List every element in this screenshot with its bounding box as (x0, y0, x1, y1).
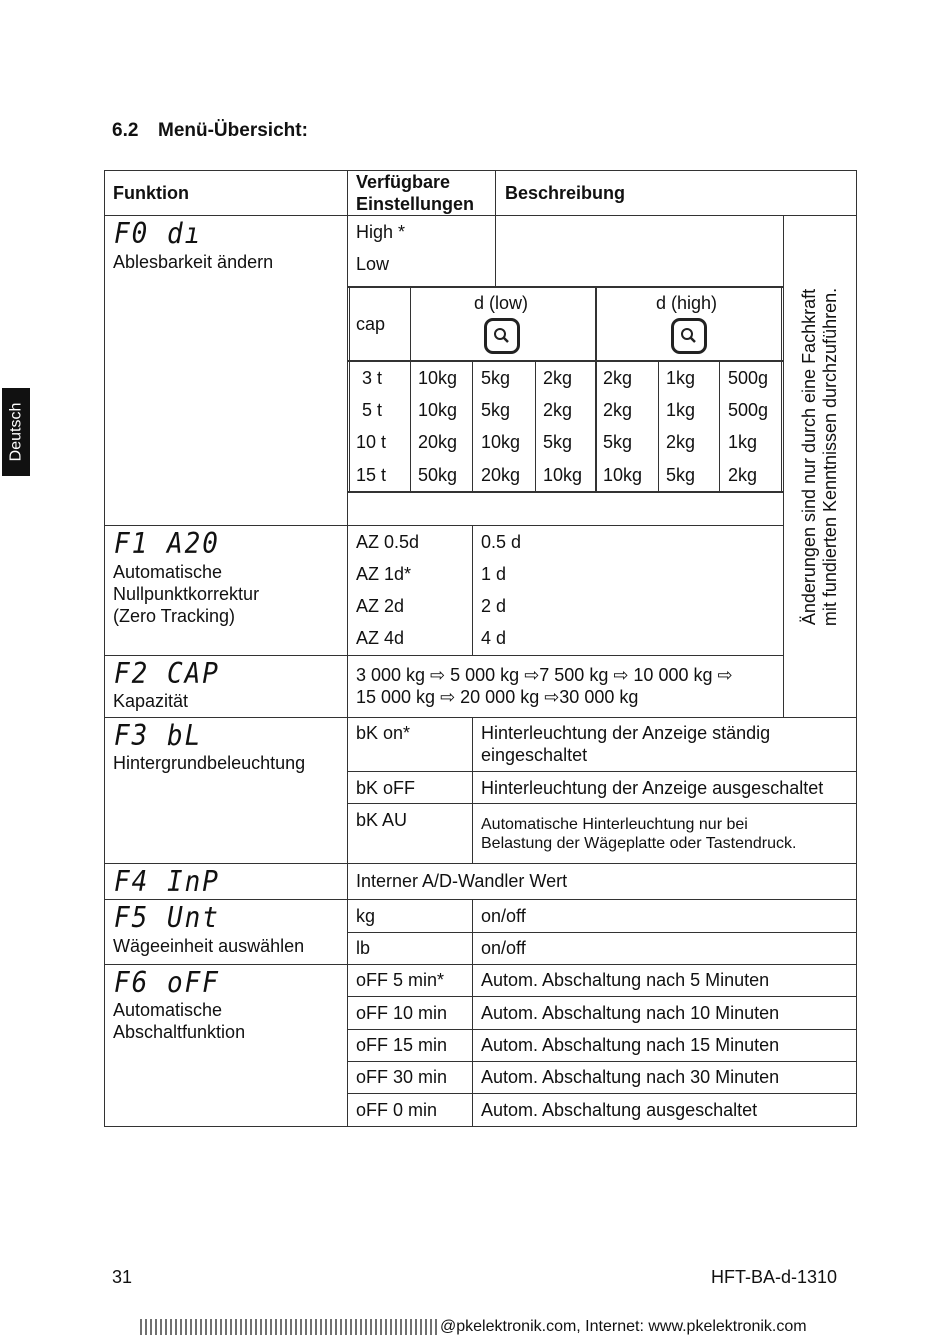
cell-dhigh-1: 5kg (603, 432, 633, 452)
zero-key-icon-low (484, 318, 520, 354)
footer-contact (140, 1316, 807, 1338)
cell-cap: 5 t (362, 400, 383, 420)
f0-display-code: F0 dı (114, 217, 203, 251)
cell-cap: 15 t (356, 465, 387, 485)
cell-dhigh-1: 2kg (603, 400, 633, 420)
f2-name: Kapazität (113, 691, 189, 711)
f0-option-low: Low (356, 254, 390, 274)
f5-unit: kg (356, 906, 376, 926)
section-title: Menü-Übersicht: (158, 120, 308, 141)
f1-option: AZ 4d (356, 628, 405, 648)
cell-dlow-3: 2kg (543, 368, 573, 388)
header-funktion: Funktion (113, 183, 189, 203)
language-tab-label: Deutsch (7, 402, 25, 462)
page-number: 31 (112, 1267, 133, 1287)
subtable-cap-header: cap (356, 314, 386, 334)
f6-option: oFF 15 min (356, 1035, 448, 1055)
warning-line-1: Änderungen sind nur durch eine Fachkraft (799, 288, 819, 626)
f3-desc-1: Hinterleuchtung der Anzeige ausgeschaltet (481, 778, 824, 798)
f1-value: 2 d (481, 596, 507, 616)
f3-option: bK AU (356, 810, 408, 830)
f0-name: Ablesbarkeit ändern (113, 252, 274, 272)
cell-dhigh-3: 500g (728, 368, 769, 388)
f6-name-2: Abschaltfunktion (113, 1022, 246, 1042)
cell-dlow-2: 5kg (481, 368, 511, 388)
f4-display-code: F4 InP (114, 865, 220, 899)
f2-capacity-line-1: 3 000 kg ⇨ 5 000 kg ⇨7 500 kg ⇨ 10 000 kg ⇨ (356, 665, 733, 685)
f5-unit: lb (356, 938, 371, 958)
footer-scribble-icon (140, 1319, 440, 1335)
cell-dlow-2: 5kg (481, 400, 511, 420)
cell-dlow-1: 50kg (418, 465, 458, 485)
warning-line-2: mit fundierten Kenntnissen durchzuführen. (820, 287, 840, 627)
f6-desc: Autom. Abschaltung nach 5 Minuten (481, 970, 770, 990)
cell-cap: 3 t (362, 368, 383, 388)
f1-option: AZ 0.5d (356, 532, 420, 552)
f1-name-2: Nullpunktkorrektur (113, 584, 260, 604)
section-heading (112, 120, 308, 142)
section-number: 6.2 (112, 120, 139, 141)
footer-contact-text: @pkelektronik.com, Internet: www.pkelektronik.com (440, 1318, 807, 1335)
cell-dhigh-2: 1kg (666, 400, 696, 420)
f1-name-3: (Zero Tracking) (113, 606, 236, 626)
f2-capacity-line-2: 15 000 kg ⇨ 20 000 kg ⇨30 000 kg (356, 687, 639, 707)
f6-name-1: Automatische (113, 1000, 223, 1020)
expert-warning-note (784, 258, 856, 656)
f6-desc: Autom. Abschaltung nach 10 Minuten (481, 1003, 780, 1023)
f6-option: oFF 10 min (356, 1003, 448, 1023)
f1-value: 1 d (481, 564, 507, 584)
f6-desc: Autom. Abschaltung nach 15 Minuten (481, 1035, 780, 1055)
cell-cap: 10 t (356, 432, 387, 452)
f3-desc-2: eingeschaltet (481, 745, 588, 765)
cell-dhigh-3: 2kg (728, 465, 758, 485)
cell-dhigh-2: 1kg (666, 368, 696, 388)
f4-desc: Interner A/D-Wandler Wert (356, 871, 568, 891)
f3-desc-1: Automatische Hinterleuchtung nur bei (481, 816, 748, 833)
f5-unit-state: on/off (481, 938, 526, 958)
cell-dhigh-2: 5kg (666, 465, 696, 485)
f3-option: bK on* (356, 723, 411, 743)
f3-option: bK oFF (356, 778, 416, 798)
cell-dlow-2: 10kg (481, 432, 521, 452)
f0-option-high: High * (356, 222, 406, 242)
subtable-dhigh-header: d (high) (656, 293, 718, 313)
f3-desc-1: Hinterleuchtung der Anzeige ständig (481, 723, 771, 743)
f2-display-code: F2 CAP (114, 657, 220, 691)
f3-desc-2: Belastung der Wägeplatte oder Tastendruck. (481, 835, 797, 852)
cell-dlow-3: 10kg (543, 465, 583, 485)
f6-option: oFF 0 min (356, 1100, 438, 1120)
cell-dhigh-3: 1kg (728, 432, 758, 452)
f1-value: 0.5 d (481, 532, 522, 552)
f6-desc: Autom. Abschaltung nach 30 Minuten (481, 1067, 780, 1087)
f6-desc: Autom. Abschaltung ausgeschaltet (481, 1100, 758, 1120)
f1-name-1: Automatische (113, 562, 223, 582)
f5-unit-state: on/off (481, 906, 526, 926)
f6-display-code: F6 oFF (114, 966, 220, 1000)
cell-dlow-1: 10kg (418, 400, 458, 420)
zero-key-icon-high (671, 318, 707, 354)
cell-dlow-1: 10kg (418, 368, 458, 388)
f5-name: Wägeeinheit auswählen (113, 936, 305, 956)
f1-option: AZ 1d* (356, 564, 412, 584)
cell-dhigh-2: 2kg (666, 432, 696, 452)
f1-value: 4 d (481, 628, 507, 648)
cell-dlow-1: 20kg (418, 432, 458, 452)
f6-option: oFF 5 min* (356, 970, 445, 990)
f5-display-code: F5 Unt (114, 901, 220, 935)
f6-option: oFF 30 min (356, 1067, 448, 1087)
f3-display-code: F3 bL (114, 719, 203, 753)
subtable-dlow-header: d (low) (474, 293, 529, 313)
f1-display-code: F1 A20 (114, 527, 220, 561)
cell-dhigh-1: 2kg (603, 368, 633, 388)
header-beschreibung: Beschreibung (505, 183, 626, 203)
header-einstellungen-1: Verfügbare (356, 172, 451, 192)
cell-dhigh-1: 10kg (603, 465, 643, 485)
cell-dlow-3: 2kg (543, 400, 573, 420)
f1-option: AZ 2d (356, 596, 405, 616)
language-tab (2, 388, 30, 476)
cell-dhigh-3: 500g (728, 400, 769, 420)
cell-dlow-3: 5kg (543, 432, 573, 452)
f3-name: Hintergrundbeleuchtung (113, 753, 306, 773)
document-code: HFT-BA-d-1310 (710, 1267, 837, 1287)
header-einstellungen-2: Einstellungen (356, 194, 475, 214)
cell-dlow-2: 20kg (481, 465, 521, 485)
